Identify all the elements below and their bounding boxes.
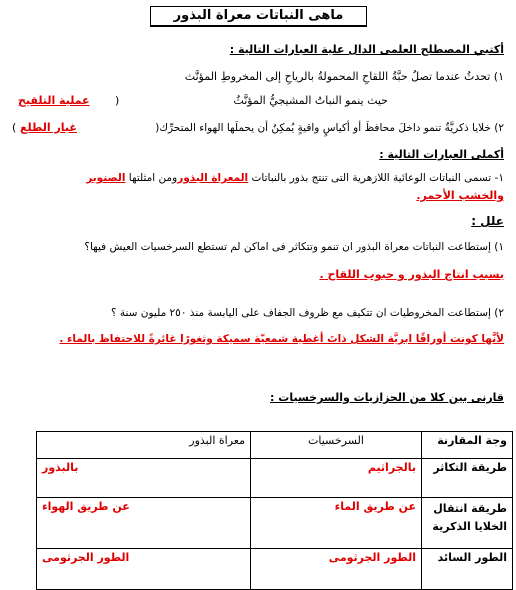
s1-q2-answer: غبار الطلع bbox=[20, 121, 77, 134]
s2-line2: والخشب الأحمر. bbox=[416, 189, 504, 202]
s1-q1-answer: عملية التلقيح bbox=[18, 94, 90, 107]
s2-line1-answer: المعراة البذور bbox=[177, 172, 249, 184]
s3-a1: بسبب انتاج البذور و حبوب اللقاح . bbox=[319, 268, 504, 281]
comparison-table bbox=[36, 431, 513, 590]
table-cell: الطور الجرثومى bbox=[37, 549, 251, 590]
table-row bbox=[37, 549, 513, 590]
s3-q1: ١) إستطاعت النباتات معراة البذور ان تنمو وتتكاثر فى اماكن لم تستطع السرخسيات العيش فيها؟ bbox=[84, 241, 504, 253]
table-cell: بالبذور bbox=[37, 459, 251, 498]
table-row bbox=[37, 498, 513, 549]
table-cell: عن طريق الهواء bbox=[37, 498, 251, 549]
table-cell: الطور السائد bbox=[422, 549, 513, 590]
s2-line1-example: الصنوبر bbox=[86, 172, 126, 184]
table-cell: عن طريق الماء bbox=[251, 498, 422, 549]
s2-line1 bbox=[86, 172, 504, 184]
table-cell: طريقة التكاثر bbox=[422, 459, 513, 498]
table-header-row bbox=[37, 432, 513, 459]
s1-q1-paren: ( bbox=[115, 94, 120, 107]
section3-heading: علل : bbox=[471, 214, 504, 228]
s1-q2-paren: ) bbox=[12, 121, 17, 134]
s1-q2-text: ٢) خلايا ذكريَّةٌ تنمو داخلَ محافظَ أو أكياسٍ واقيةٍ يُمكِنُ أن يحملَها الهواء المتحرِّك( bbox=[155, 122, 504, 134]
table-cell: طريقة انتقال الخلايا الذكرية bbox=[422, 498, 513, 549]
table-row bbox=[37, 459, 513, 498]
section4-heading: قارنى بين كلا من الحزازيات والسرخسيات : bbox=[270, 391, 504, 404]
s2-line1-mid: ومن امثلتها bbox=[128, 172, 178, 184]
s3-a2: لأنَّها كونت أوراقًا ابريَّة الشكل ذاتَ أغطية شمعيّة سميكة وثغورًا غائرةً للاحتفاظ بالماء . bbox=[59, 333, 504, 345]
section2-heading: أكملى العبارات التالية : bbox=[379, 148, 504, 161]
table-header-cell: معراة البذور bbox=[37, 432, 251, 459]
table-header-cell: وجة المقارنة bbox=[422, 432, 513, 459]
s2-line1-prefix: ١- تسمى النباتات الوعائية اللازهرية التى تنتج بذور بالنباتات bbox=[251, 172, 504, 184]
s1-q1-line2: حيث ينمو النباتُ المشيجيُّ المؤنَّثُ bbox=[233, 94, 388, 107]
page-title: ماهى النباتات معراة البذور bbox=[150, 6, 367, 27]
s3-q2: ٢) إستطاعت المخروطيات ان تتكيف مع ظروف الجفاف على اليابسة منذ ٢٥٠ مليون سنة ؟ bbox=[110, 307, 504, 319]
s1-q1-line1: ١) تحدثُ عندما تصلُ حبَّةُ اللقاحِ المحمولةُ بالرياحِ إلى المخروطِ المؤنَّث bbox=[184, 70, 504, 83]
section1-heading: أكتبي المصطلح العلمى الدال علية العبارات التالية : bbox=[229, 43, 504, 56]
table-header-cell: السرخسيات bbox=[251, 432, 422, 459]
table-cell: بالجراثيم bbox=[251, 459, 422, 498]
table-cell: الطور الجرثومى bbox=[251, 549, 422, 590]
